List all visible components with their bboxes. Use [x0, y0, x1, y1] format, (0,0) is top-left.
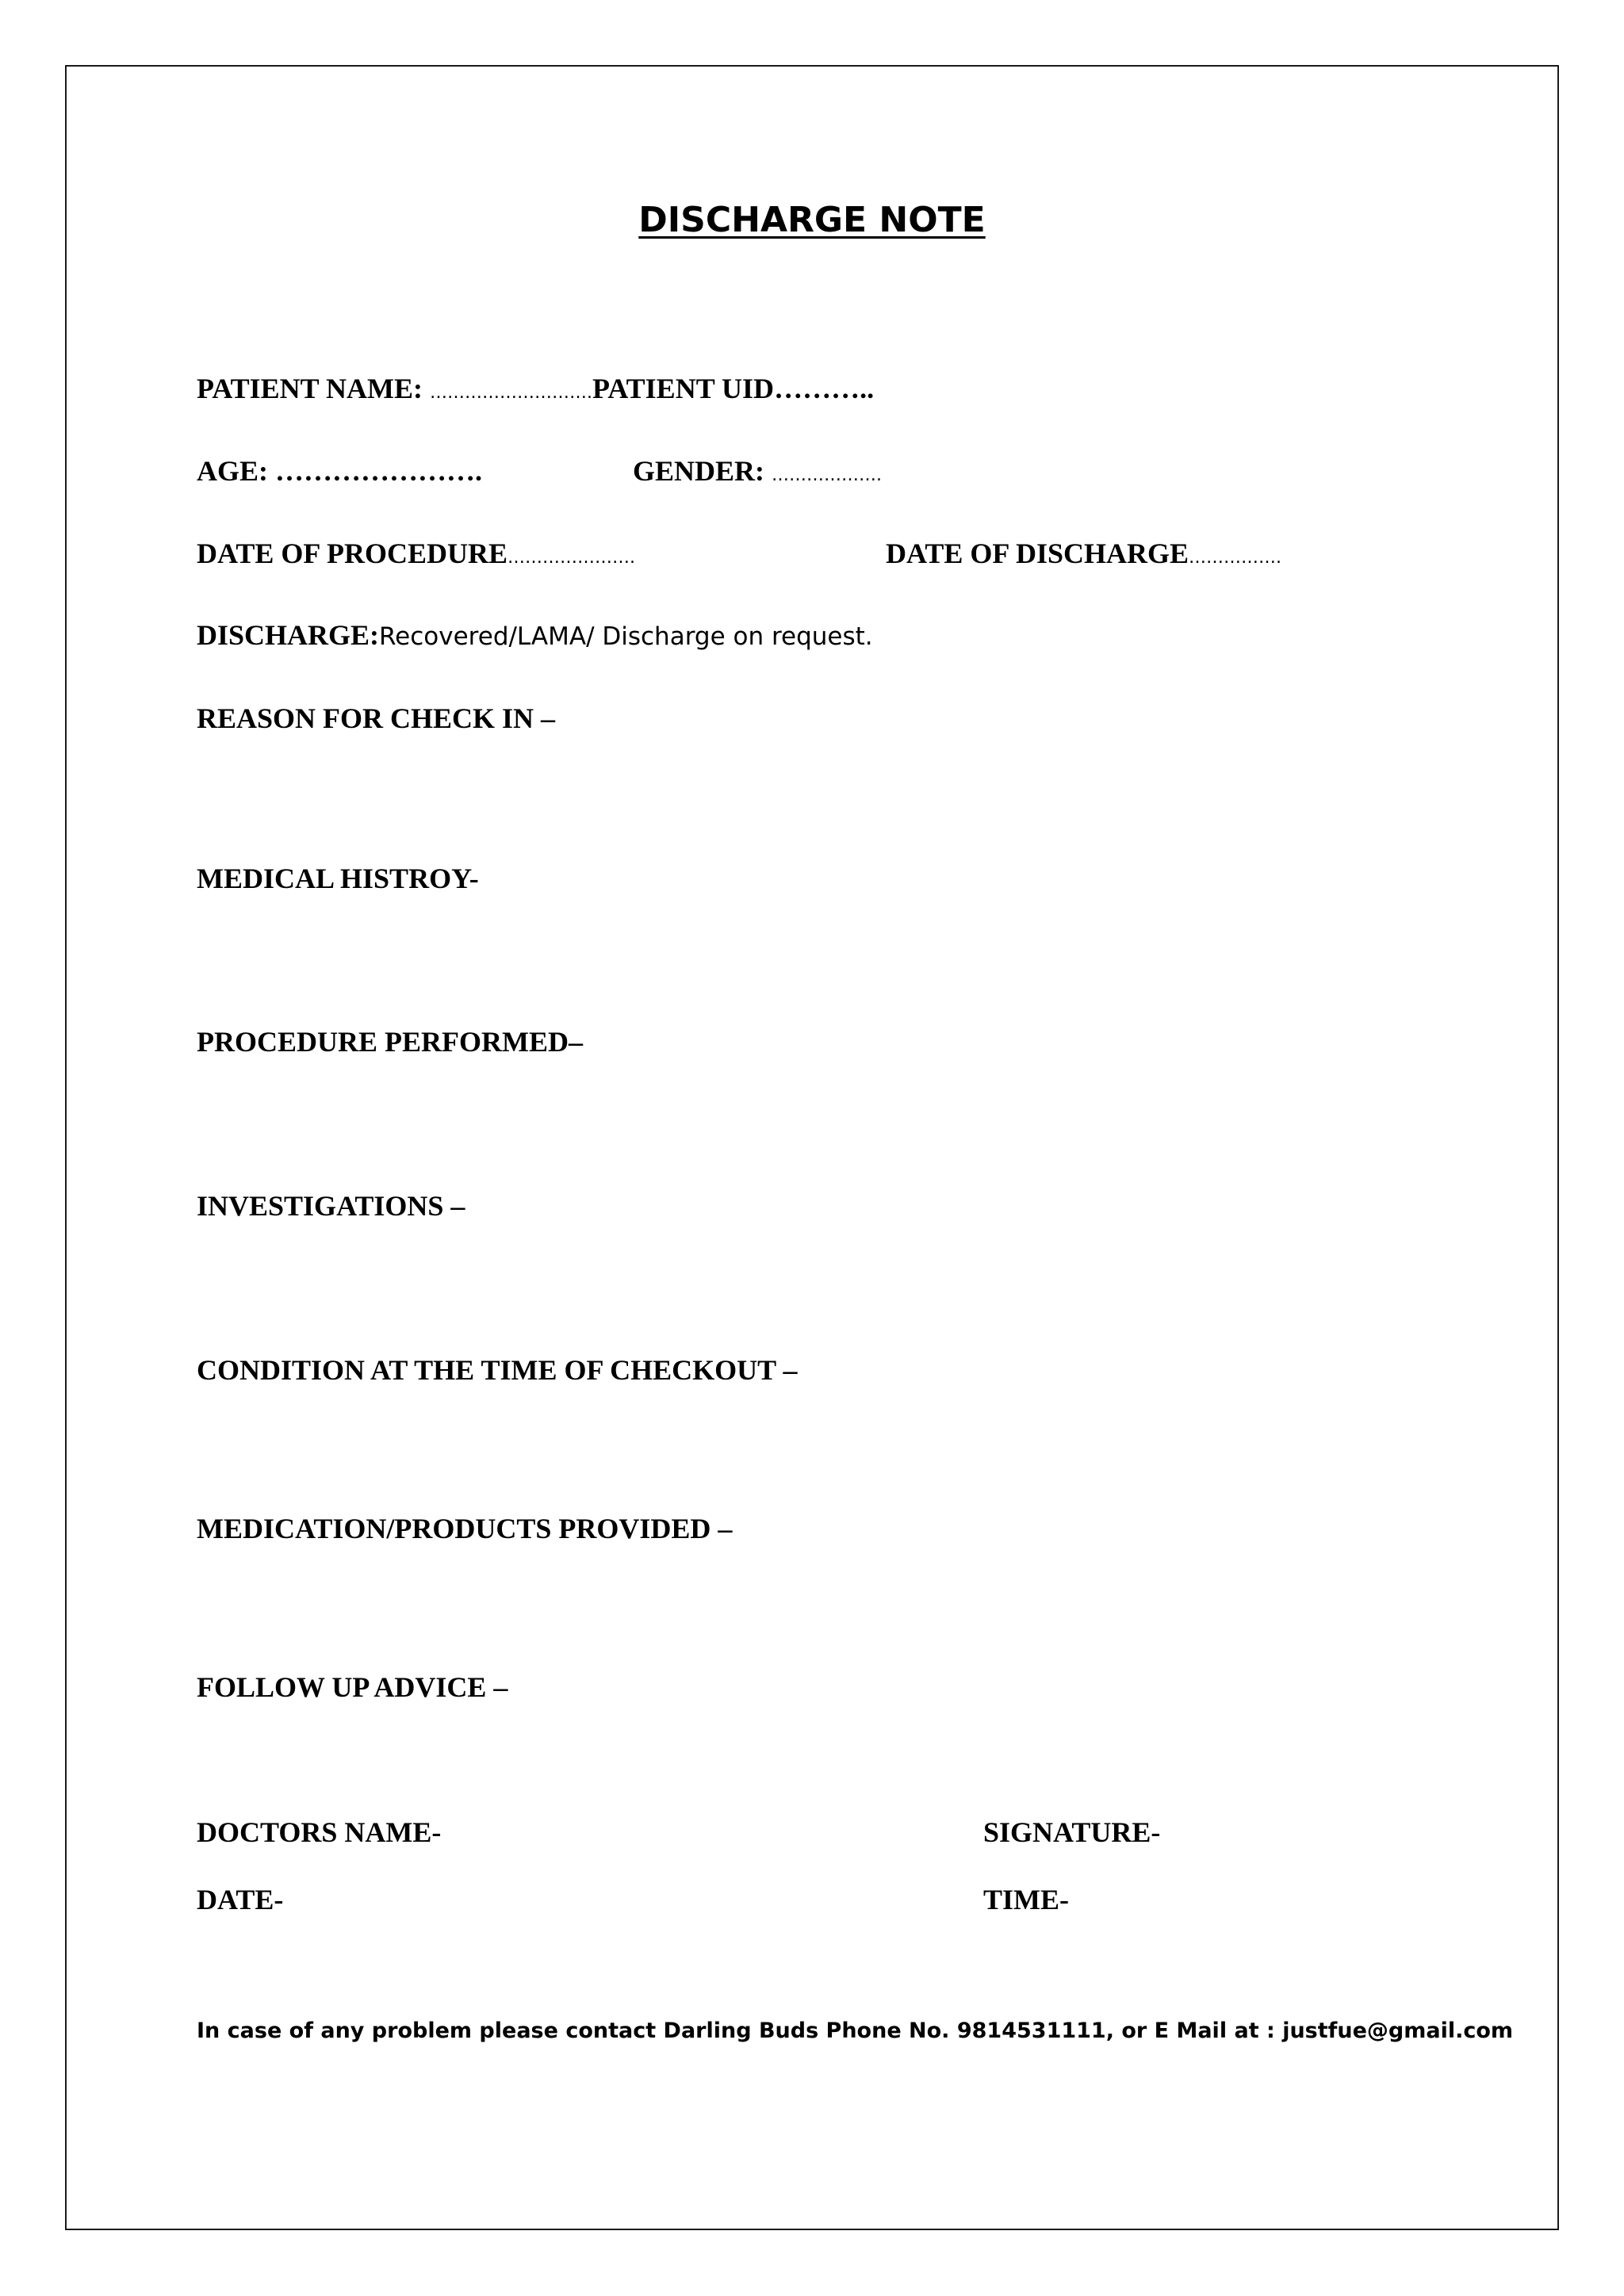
discharge-label: DISCHARGE:: [197, 619, 380, 651]
medical-history-label: MEDICAL HISTROY-: [197, 863, 479, 894]
contact-footer: In case of any problem please contact Darling Buds Phone No. 9814531111, or E Mail at : justfue@gmail.com: [197, 2019, 1514, 2043]
age-label: AGE:: [197, 455, 268, 487]
patient-name-label: PATIENT NAME:: [197, 373, 423, 404]
date-discharge-label: DATE OF DISCHARGE: [886, 538, 1189, 569]
reason-label: REASON FOR CHECK IN –: [197, 702, 556, 734]
page-title: DISCHARGE NOTE: [638, 200, 986, 240]
date-procedure-field[interactable]: ………………….: [508, 548, 636, 568]
doctors-name-label: DOCTORS NAME-: [197, 1816, 442, 1848]
discharge-options: Recovered/LAMA/ Discharge on request.: [379, 622, 873, 651]
date-discharge-group: [886, 539, 1281, 568]
date-procedure-group: [197, 539, 635, 568]
medication-label: MEDICATION/PRODUCTS PROVIDED –: [197, 1513, 733, 1544]
signature-label: SIGNATURE-: [983, 1816, 1161, 1848]
time-label: TIME-: [983, 1884, 1069, 1915]
patient-uid-field[interactable]: ………..: [774, 373, 875, 404]
date-label: DATE-: [197, 1884, 284, 1915]
follow-up-label: FOLLOW UP ADVICE –: [197, 1671, 508, 1703]
condition-label: CONDITION AT THE TIME OF CHECKOUT –: [197, 1354, 798, 1386]
investigations-label: INVESTIGATIONS –: [197, 1190, 465, 1222]
gender-group: [633, 457, 882, 485]
date-procedure-label: DATE OF PROCEDURE: [197, 538, 508, 569]
procedure-label: PROCEDURE PERFORMED–: [197, 1026, 583, 1058]
gender-field[interactable]: ……………….: [772, 465, 883, 485]
age-row: [197, 457, 482, 485]
patient-row: [197, 374, 874, 403]
patient-uid-label: PATIENT UID: [592, 373, 775, 404]
age-field[interactable]: ………………….: [275, 455, 482, 487]
patient-name-field[interactable]: ……………………….: [430, 383, 593, 403]
date-discharge-field[interactable]: …………….: [1189, 548, 1282, 568]
discharge-row: [197, 621, 873, 649]
gender-label: GENDER:: [633, 455, 765, 487]
